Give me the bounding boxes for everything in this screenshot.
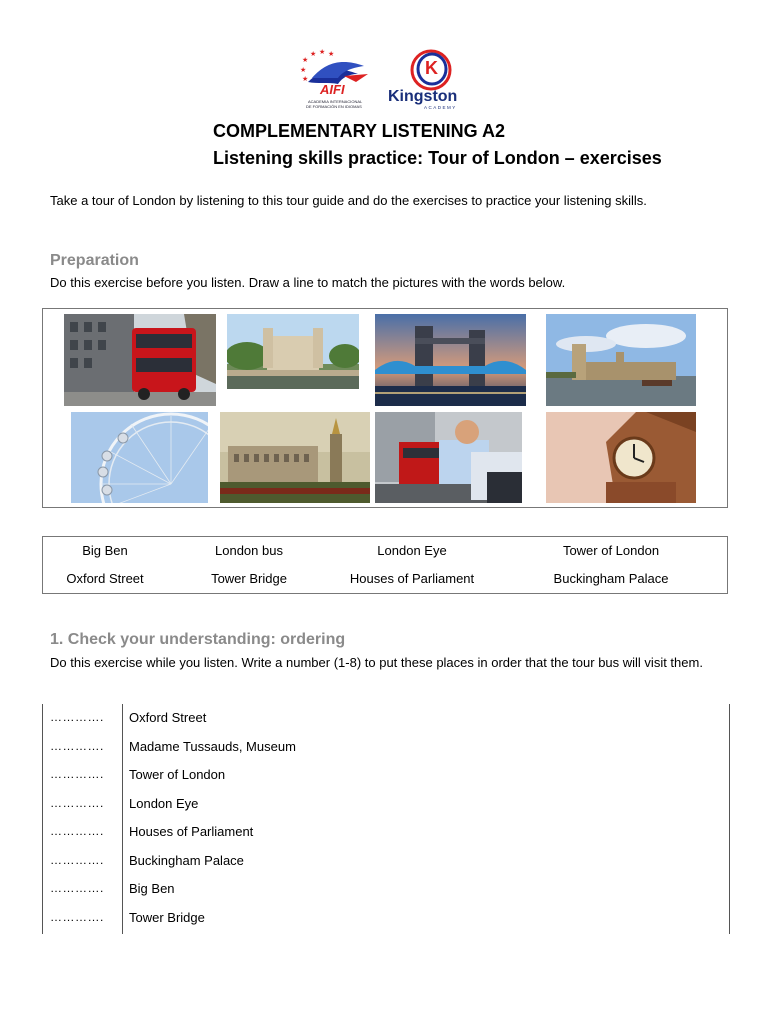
word-item: Houses of Parliament <box>349 571 475 586</box>
document-title: COMPLEMENTARY LISTENING A2 <box>213 121 506 141</box>
answer-blank[interactable]: …………. <box>50 767 104 781</box>
aifi-subtitle-1: ACADEMIA INTERNACIONAL <box>308 99 363 104</box>
word-item: Big Ben <box>82 543 128 558</box>
oxford-street-photo <box>375 412 522 503</box>
table-row <box>42 910 730 938</box>
place-name: Buckingham Palace <box>129 853 244 868</box>
big-ben-photo <box>546 412 696 503</box>
table-row <box>42 796 730 824</box>
word-item: London bus <box>215 543 283 558</box>
svg-text:★: ★ <box>302 57 309 64</box>
svg-text:★: ★ <box>302 76 309 83</box>
ordering-table <box>42 704 730 934</box>
answer-blank[interactable]: …………. <box>50 910 104 924</box>
tower-of-london-photo <box>227 314 359 389</box>
svg-text:★: ★ <box>300 67 307 74</box>
preparation-instruction: Do this exercise before you listen. Draw a line to match the pictures with the words below. <box>50 275 566 290</box>
table-row <box>42 739 730 767</box>
table-row <box>42 710 730 738</box>
answer-blank[interactable]: …………. <box>50 881 104 895</box>
picture-box <box>42 308 728 508</box>
tower-bridge-photo <box>375 314 526 406</box>
answer-blank[interactable]: …………. <box>50 710 104 724</box>
answer-blank[interactable]: …………. <box>50 796 104 810</box>
answer-blank[interactable]: …………. <box>50 824 104 838</box>
place-name: Oxford Street <box>129 710 207 725</box>
kingston-k-letter: K <box>425 58 438 78</box>
word-item: Buckingham Palace <box>553 571 669 586</box>
exercise1-heading: 1. Check your understanding: ordering <box>50 631 346 648</box>
document-subtitle: Listening skills practice: Tour of London – exercises <box>213 148 662 168</box>
intro-paragraph: Take a tour of London by listening to this tour guide and do the exercises to practice your listening skills. <box>50 193 647 208</box>
word-item: Tower Bridge <box>211 571 287 586</box>
kingston-wordmark: Kingston <box>388 88 458 105</box>
answer-blank[interactable]: …………. <box>50 853 104 867</box>
exercise1-instruction: Do this exercise while you listen. Write a number (1-8) to put these places in order that the tour bus will visit them. <box>50 655 703 670</box>
word-item: London Eye <box>377 543 447 558</box>
place-name: Big Ben <box>129 881 175 896</box>
preparation-heading: Preparation <box>50 252 139 269</box>
aifi-subtitle-2: DE FORMACIÓN EN IDIOMAS <box>306 104 362 109</box>
aifi-logo <box>298 48 372 112</box>
word-box <box>42 536 728 594</box>
table-row <box>42 881 730 909</box>
word-item: Oxford Street <box>66 571 144 586</box>
kingston-tagline: ACADEMY <box>424 105 457 110</box>
table-row <box>42 853 730 881</box>
london-eye-photo <box>71 412 208 503</box>
kingston-logo <box>386 48 478 112</box>
place-name: Tower of London <box>129 767 226 782</box>
houses-of-parliament-photo <box>546 314 696 406</box>
place-name: Houses of Parliament <box>129 824 254 839</box>
table-row <box>42 824 730 852</box>
place-name: Madame Tussauds, Museum <box>129 739 296 754</box>
svg-text:★: ★ <box>328 51 335 58</box>
london-bus-photo <box>64 314 216 406</box>
place-name: Tower Bridge <box>129 910 205 925</box>
svg-text:★: ★ <box>310 51 317 58</box>
place-name: London Eye <box>129 796 199 811</box>
word-item: Tower of London <box>562 543 660 558</box>
table-row <box>42 767 730 795</box>
answer-blank[interactable]: …………. <box>50 739 104 753</box>
aifi-wordmark: AIFI <box>320 82 345 97</box>
svg-text:★: ★ <box>319 49 326 56</box>
buckingham-palace-photo <box>220 412 370 503</box>
